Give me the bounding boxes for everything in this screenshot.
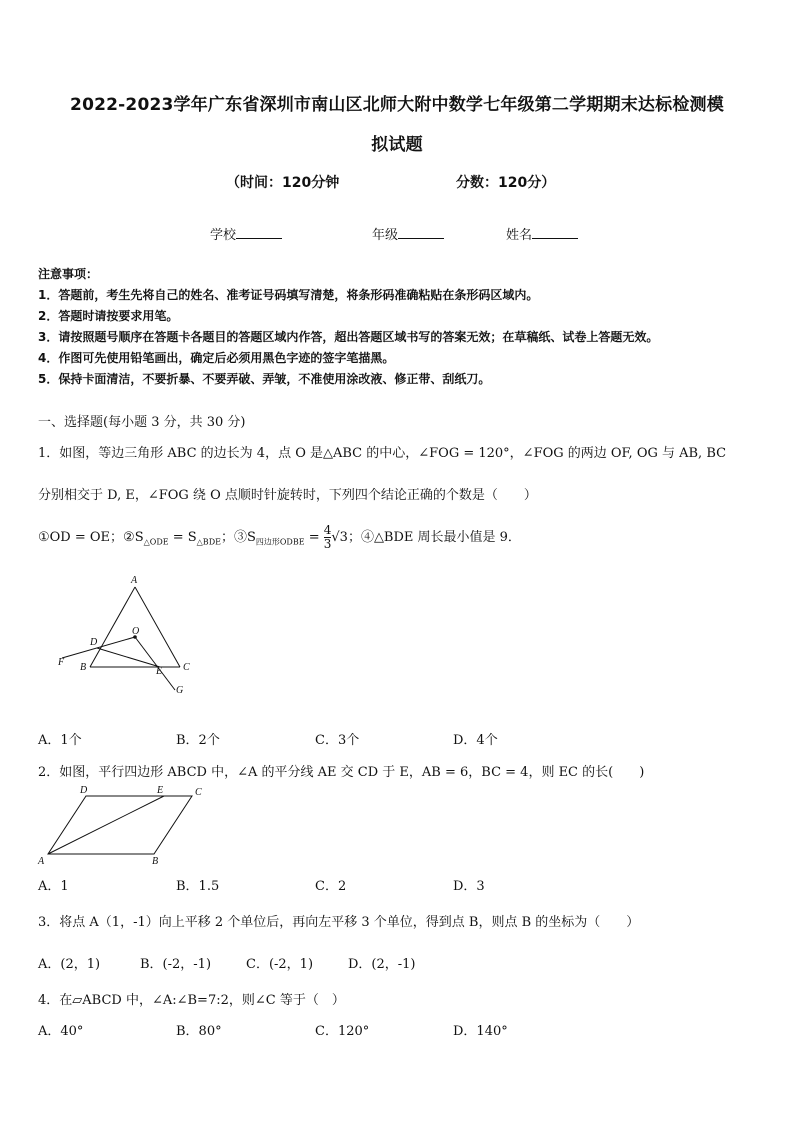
q1-line2: 分别相交于 D, E，∠FOG 绕 O 点顺时针旋转时，下列四个结论正确的个数是（ ）	[38, 488, 537, 503]
notes-heading: 注意事项：	[38, 267, 99, 281]
q1-stmt-e: ；④△BDE 周长最小值是 9．	[347, 530, 521, 545]
label-d: D	[90, 637, 98, 648]
name-blank[interactable]	[532, 226, 578, 239]
q1-statements	[38, 524, 521, 551]
q1-sqrt: √3	[331, 530, 348, 545]
name-label: 姓名	[506, 228, 533, 243]
q4-option-b[interactable]: B．80°	[176, 1024, 222, 1039]
q4-line1: 4．在▱ABCD 中，∠A:∠B=7:2，则∠C 等于（ ）	[38, 993, 345, 1008]
q4-option-d[interactable]: D．140°	[453, 1024, 508, 1039]
label-o: O	[132, 626, 140, 637]
q4-option-c[interactable]: C．120°	[315, 1024, 370, 1039]
q1-sub2: △BDE	[196, 537, 221, 547]
q3-option-c[interactable]: C．(-2，1)	[246, 957, 314, 972]
q3-option-d[interactable]: D．(2，-1)	[348, 957, 416, 972]
name-field[interactable]	[506, 224, 578, 243]
score-info: 分数：120分）	[456, 175, 556, 191]
q1-option-b[interactable]: B．2个	[176, 733, 220, 748]
note-item: 3．请按照题号顺序在答题卡各题目的答题区域内作答，超出答题区域书写的答案无效；在草稿纸、试卷上答题无效。	[38, 330, 659, 344]
school-label: 学校	[210, 228, 237, 243]
note-item: 1．答题前，考生先将自己的姓名、准考证号码填写清楚，将条形码准确粘贴在条形码区域内。	[38, 288, 539, 302]
time-info: （时间：120分钟	[226, 175, 340, 191]
label-a: A	[131, 575, 138, 586]
q1-line1: 1．如图，等边三角形 ABC 的边长为 4，点 O 是△ABC 的中心，∠FOG = 120°，∠FOG 的两边 OF, OG 与 AB, BC	[38, 446, 727, 461]
q1-option-c[interactable]: C．3个	[315, 733, 360, 748]
q2-option-d[interactable]: D．3	[453, 879, 485, 894]
q1-triangle-figure	[52, 572, 202, 698]
label-c: C	[195, 787, 202, 798]
exam-title-line1: 2022-2023学年广东省深圳市南山区北师大附中数学七年级第二学期期末达标检测模	[70, 95, 724, 115]
note-item: 5．保持卡面清洁，不要折暴、不要弄破、弄皱，不准使用涂改液、修正带、刮纸刀。	[38, 372, 491, 386]
side-ac	[135, 587, 180, 667]
label-e: E	[156, 666, 163, 677]
ray-og	[135, 637, 175, 690]
grade-field[interactable]	[372, 224, 444, 243]
label-g: G	[176, 685, 184, 696]
q4-option-a[interactable]: A．40°	[38, 1024, 84, 1039]
q1-stmt-a: ①OD = OE；②S	[38, 530, 144, 545]
ray-of	[62, 637, 135, 658]
grade-blank[interactable]	[398, 226, 444, 239]
q1-sub3: 四边形ODBE	[255, 537, 305, 547]
side-ab	[90, 587, 135, 667]
exam-title-line2: 拟试题	[371, 135, 423, 155]
label-b: B	[152, 856, 159, 866]
parallelogram-abcd	[48, 796, 192, 854]
school-blank[interactable]	[236, 226, 282, 239]
q1-stmt-d: =	[304, 530, 324, 545]
q2-option-c[interactable]: C．2	[315, 879, 347, 894]
grade-label: 年级	[372, 228, 399, 243]
q1-sub1: △ODE	[143, 537, 169, 547]
q1-frac-den: 3	[323, 537, 332, 551]
label-a: A	[38, 856, 45, 866]
label-e: E	[157, 785, 164, 796]
q3-option-a[interactable]: A．(2，1)	[38, 957, 101, 972]
q2-option-b[interactable]: B．1.5	[176, 879, 220, 894]
label-c: C	[183, 662, 190, 673]
label-b: B	[80, 662, 87, 673]
q2-line1: 2．如图，平行四边形 ABCD 中，∠A 的平分线 AE 交 CD 于 E，AB = 6，BC = 4，则 EC 的长( )	[38, 765, 645, 780]
q1-stmt-c: ；③S	[220, 530, 256, 545]
label-f: F	[58, 657, 65, 668]
q2-option-a[interactable]: A．1	[38, 879, 69, 894]
q1-stmt-b: = S	[168, 530, 197, 545]
note-item: 4．作图可先使用铅笔画出，确定后必须用黑色字迹的签字笔描黑。	[38, 351, 395, 365]
q1-frac-num: 4	[323, 523, 332, 537]
note-item: 2．答题时请按要求用笔。	[38, 309, 179, 323]
section-heading: 一、选择题(每小题 3 分，共 30 分)	[38, 415, 246, 430]
segment-ae	[48, 796, 164, 854]
q1-option-d[interactable]: D．4个	[453, 733, 498, 748]
q1-option-a[interactable]: A．1个	[38, 733, 82, 748]
q3-option-b[interactable]: B．(-2，-1)	[140, 957, 212, 972]
q2-parallelogram-figure	[34, 782, 214, 866]
school-field[interactable]	[210, 224, 282, 243]
q3-line1: 3．将点 A（1，-1）向上平移 2 个单位后，再向左平移 3 个单位，得到点 B，则点 B 的坐标为（ ）	[38, 915, 640, 930]
label-d: D	[80, 785, 88, 796]
